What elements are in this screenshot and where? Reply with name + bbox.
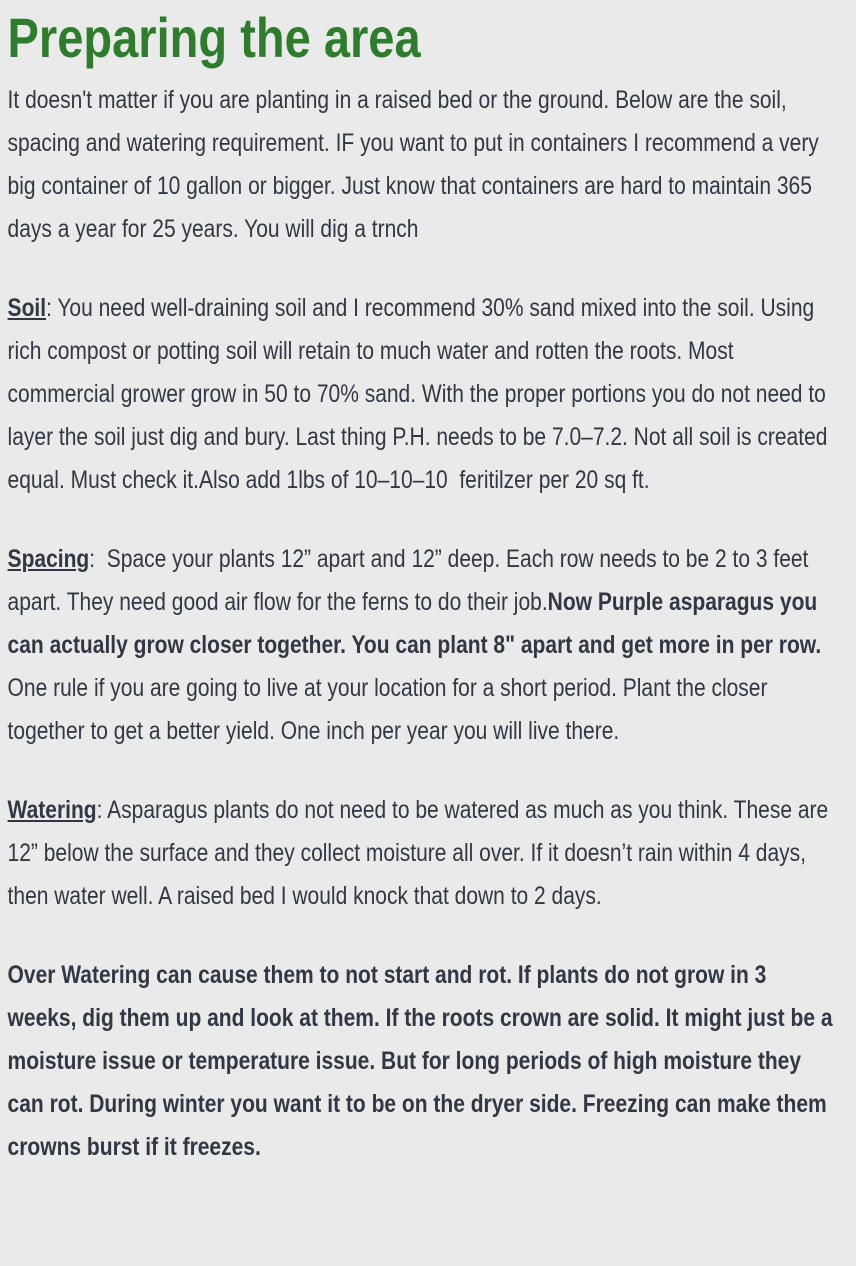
paragraph xyxy=(8,287,834,502)
text-run: : You need well-draining soil and I recommend 30% sand mixed into the soil. Using rich compost or potting soil will retain to much water and rotten the roots. Most commercial grower grow in 50 to 70% sand. With the proper portions you do not need to layer the soil just dig and bury. Last thing P.H. needs to be 7.0–7.2. Not all soil is created equal. Must check it.Also add 1lbs of 10–10–10 feritilzer per 20 sq ft. xyxy=(7,294,834,494)
text-run: One rule if you are going to live at your location for a short period. Plant the closer together to get a better yield. One inch per year you will live there. xyxy=(7,631,828,745)
paragraph xyxy=(8,789,834,918)
article-body xyxy=(7,79,839,1169)
text-run: Watering xyxy=(7,796,97,824)
text-run: Spacing xyxy=(7,545,90,573)
text-run: Over Watering can cause them to not start and rot. If plants do not grow in 3 weeks, dig them up and look at them. If the roots crown are solid. It might just be a moisture issue or temperature issue. But for long periods of high moisture they can rot. During winter you want it to be on the dryer side. Freezing can make them crowns burst if it freezes. xyxy=(7,961,839,1161)
text-run: It doesn't matter if you are planting in a raised bed or the ground. Below are the soil, spacing and watering requirement. IF you want to put in containers I recommend a very big container of 10 gallon or bigger. Just know that containers are hard to maintain 365 days a year for 25 years. You will dig a trnch xyxy=(7,86,825,243)
text-run: Soil xyxy=(7,294,47,322)
text-run: : Space your plants 12” apart and 12” deep. Each row needs to be 2 to 3 feet apart. They need good air flow for the ferns to do their job. xyxy=(7,545,815,616)
paragraph xyxy=(8,79,834,251)
paragraph xyxy=(8,538,834,753)
page-title: Preparing the area xyxy=(7,6,421,69)
text-run: : Asparagus plants do not need to be watered as much as you think. These are 12” below the surface and they collect moisture all over. If it doesn’t rain within 4 days, then water well. A raised bed I would knock that down to 2 days. xyxy=(7,796,835,910)
paragraph xyxy=(7,954,839,1169)
text-run: Now Purple asparagus you can actually grow closer together. You can plant 8" apart and get more in per row. xyxy=(7,588,824,659)
